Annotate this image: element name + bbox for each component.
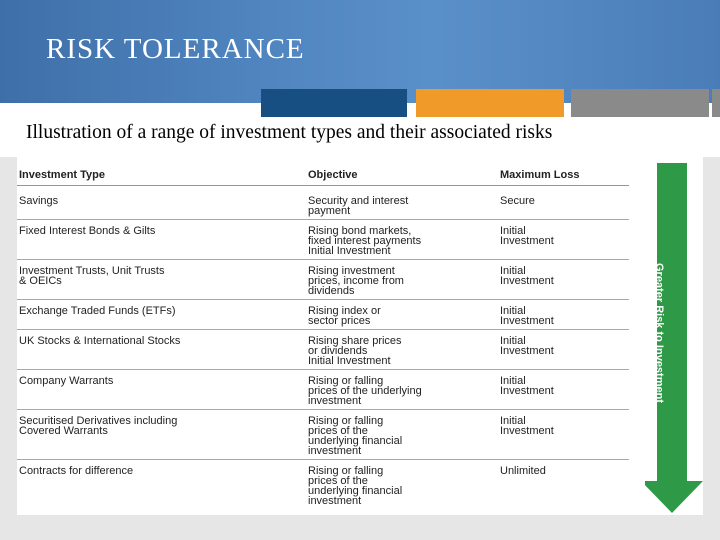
- arrow-label-text: Greater Risk to Investment: [653, 263, 665, 403]
- row-investment-type: Savings: [19, 195, 59, 207]
- row-objective: Rising or falling prices of the underlying investment: [308, 375, 422, 407]
- row-divider: [17, 219, 629, 220]
- row-divider: [17, 299, 629, 300]
- row-maximum-loss: Secure: [500, 195, 535, 207]
- column-header-investment-type: Investment Type: [19, 169, 105, 181]
- accent-tab-orange: [416, 89, 564, 117]
- row-objective: Rising investment prices, income from dividends: [308, 265, 404, 297]
- row-objective: Rising index or sector prices: [308, 305, 381, 327]
- row-investment-type: UK Stocks & International Stocks: [19, 335, 181, 347]
- column-header-maximum-loss: Maximum Loss: [500, 169, 580, 181]
- slide-header: [0, 0, 720, 103]
- column-header-objective: Objective: [308, 169, 358, 181]
- row-objective: Rising bond markets, fixed interest payments Initial Investment: [308, 225, 422, 257]
- row-objective: Security and interest payment: [308, 195, 409, 217]
- accent-tab-blue: [261, 89, 407, 117]
- row-maximum-loss: Initial Investment: [500, 415, 554, 437]
- row-maximum-loss: Initial Investment: [500, 375, 554, 397]
- row-maximum-loss: Unlimited: [500, 465, 546, 477]
- row-investment-type: Fixed Interest Bonds & Gilts: [19, 225, 156, 237]
- accent-tab-gray-edge: [712, 89, 720, 117]
- row-divider: [17, 409, 629, 410]
- row-investment-type: Contracts for difference: [19, 465, 134, 477]
- slide-title: RISK TOLERANCE: [46, 33, 305, 65]
- row-maximum-loss: Initial Investment: [500, 225, 554, 247]
- row-investment-type: Company Warrants: [19, 375, 114, 387]
- row-maximum-loss: Initial Investment: [500, 265, 554, 287]
- row-divider: [17, 259, 629, 260]
- slide-subtitle: Illustration of a range of investment types and their associated risks: [26, 122, 553, 143]
- row-investment-type: Investment Trusts, Unit Trusts & OEICs: [19, 265, 165, 287]
- accent-tab-gray: [571, 89, 709, 117]
- row-divider: [17, 369, 629, 370]
- row-divider: [17, 459, 629, 460]
- row-maximum-loss: Initial Investment: [500, 335, 554, 357]
- row-investment-type: Exchange Traded Funds (ETFs): [19, 305, 176, 317]
- row-investment-type: Securitised Derivatives including Covered Warrants: [19, 415, 178, 437]
- row-objective: Rising or falling prices of the underlying financial investment: [308, 465, 403, 507]
- row-maximum-loss: Initial Investment: [500, 305, 554, 327]
- row-objective: Rising share prices or dividends Initial Investment: [308, 335, 402, 367]
- header-rule: [17, 185, 629, 186]
- row-objective: Rising or falling prices of the underlying financial investment: [308, 415, 403, 457]
- row-divider: [17, 329, 629, 330]
